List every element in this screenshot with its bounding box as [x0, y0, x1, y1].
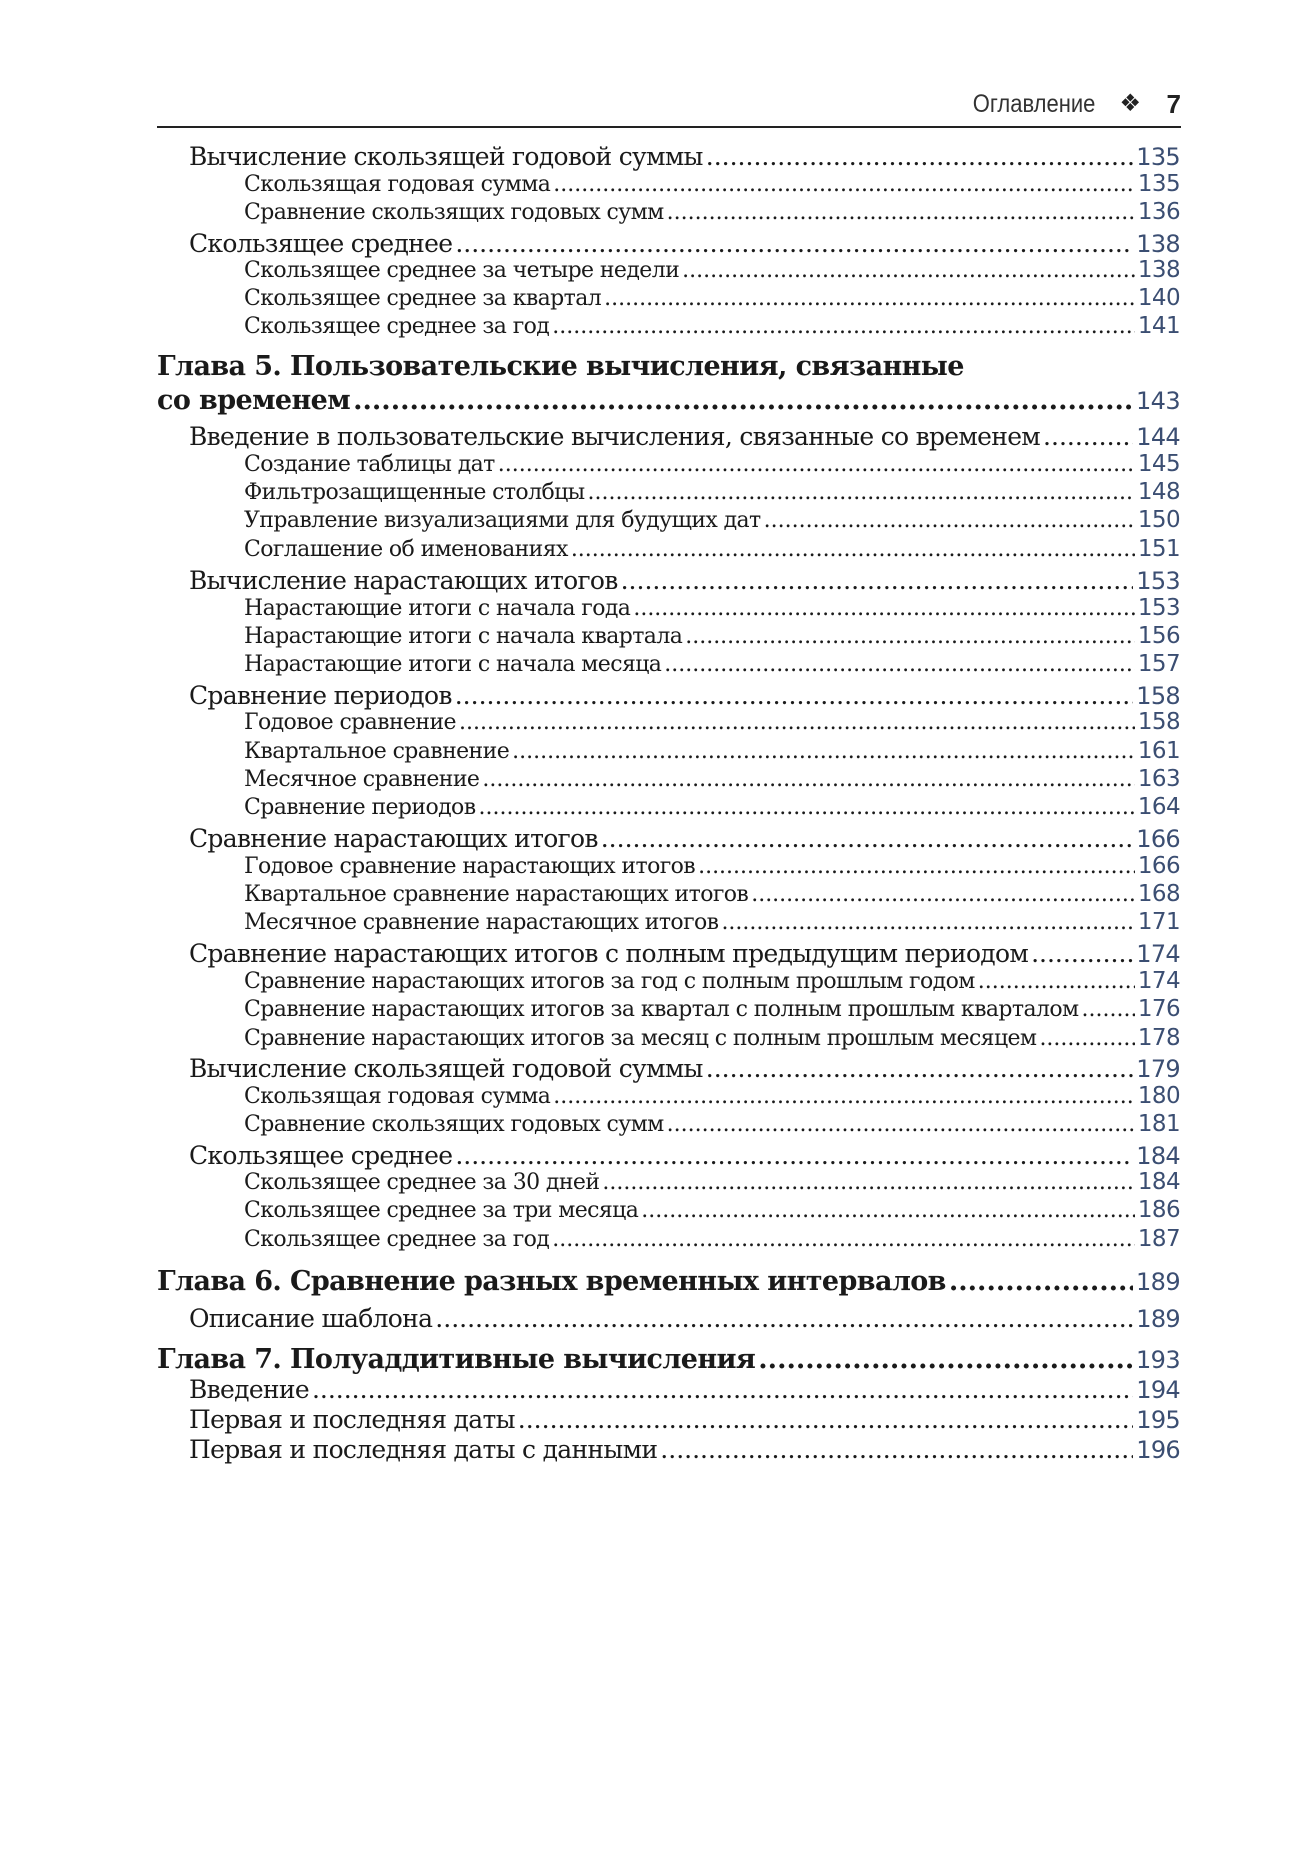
toc-entry-title: Вычисление скользящей годовой суммы — [189, 142, 703, 171]
toc-page-number: 156 — [1137, 623, 1180, 649]
toc-subsection[interactable] — [244, 285, 1180, 311]
toc-page-number: 135 — [1137, 171, 1180, 197]
dot-leader — [660, 1435, 1133, 1464]
toc-page-number: 136 — [1137, 199, 1180, 225]
dot-leader — [1043, 422, 1133, 451]
toc-page-number: 163 — [1137, 766, 1180, 792]
toc-entry-title: Скользящее среднее за квартал — [244, 286, 602, 311]
toc-section[interactable] — [189, 1375, 1180, 1404]
dot-leader — [312, 1375, 1133, 1404]
toc-entry-title: Месячное сравнение нарастающих итогов — [244, 910, 719, 935]
dot-leader — [455, 1141, 1133, 1170]
toc-page-number: 195 — [1136, 1406, 1180, 1434]
toc-entry-title: Фильтрозащищенные столбцы — [244, 480, 585, 505]
toc-entry-title: Описание шаблона — [189, 1304, 433, 1333]
toc-entry-title: Годовое сравнение — [244, 710, 456, 735]
toc-page-number: 138 — [1137, 257, 1180, 283]
toc-subsection[interactable] — [244, 881, 1180, 907]
toc-subsection[interactable] — [244, 451, 1180, 477]
toc-page-number: 194 — [1136, 1376, 1180, 1404]
toc-page-number: 157 — [1137, 651, 1180, 677]
toc-subsection[interactable] — [244, 623, 1180, 649]
toc-entry-title: Скользящая годовая сумма — [244, 172, 551, 197]
toc-page-number: 148 — [1137, 479, 1180, 505]
toc-page-number: 171 — [1137, 909, 1180, 935]
dot-leader — [604, 286, 1135, 311]
toc-page-number: 166 — [1137, 853, 1180, 879]
toc-entry-title: Вычисление нарастающих итогов — [189, 566, 618, 595]
toc-subsection[interactable] — [244, 171, 1180, 197]
dot-leader — [1031, 939, 1133, 968]
toc-section[interactable] — [189, 681, 1180, 710]
toc-subsection[interactable] — [244, 479, 1180, 505]
toc-entry-title: Первая и последняя даты — [189, 1405, 515, 1434]
toc-subsection[interactable] — [244, 1111, 1180, 1137]
toc-page-number: 166 — [1136, 825, 1180, 853]
toc-subsection[interactable] — [244, 651, 1180, 677]
toc-subsection[interactable] — [244, 313, 1180, 339]
toc-page-number: 178 — [1137, 1025, 1180, 1051]
toc-entry-title: Скользящее среднее за 30 дней — [244, 1170, 600, 1195]
toc-subsection[interactable] — [244, 1197, 1180, 1223]
toc-entry-title: Первая и последняя даты с данными — [189, 1435, 658, 1464]
toc-page-number: 150 — [1137, 507, 1180, 533]
toc-entry-title: Глава 7. Полуаддитивные вычисления — [157, 1344, 756, 1375]
dot-leader — [682, 258, 1135, 283]
toc-entry-title: Нарастающие итоги с начала квартала — [244, 624, 683, 649]
toc-entry-title: Сравнение нарастающих итогов за год с полным прошлым годом — [244, 969, 975, 994]
toc-section[interactable] — [189, 422, 1180, 451]
toc-page-number: 153 — [1136, 567, 1180, 595]
dot-leader — [588, 480, 1135, 505]
toc-subsection[interactable] — [244, 709, 1180, 735]
ornament-icon: ❖ — [1119, 90, 1141, 117]
page-number: 7 — [1166, 89, 1181, 119]
toc-page-number: 158 — [1137, 709, 1180, 735]
toc-page-number: 151 — [1137, 536, 1180, 562]
dot-leader — [764, 508, 1135, 533]
toc-subsection[interactable] — [244, 595, 1180, 621]
toc-page-number: 179 — [1136, 1055, 1180, 1083]
dot-leader — [552, 1227, 1135, 1252]
toc-subsection[interactable] — [244, 738, 1180, 764]
dot-leader — [633, 596, 1135, 621]
toc-section[interactable] — [189, 939, 1180, 968]
dot-leader — [1082, 997, 1135, 1022]
dot-leader — [553, 1084, 1135, 1109]
dot-leader — [553, 172, 1135, 197]
dot-leader — [479, 795, 1135, 820]
dot-leader — [518, 1405, 1134, 1434]
toc-page-number: 174 — [1137, 968, 1180, 994]
toc-entry-title: Сравнение нарастающих итогов за квартал с полным прошлым кварталом — [244, 997, 1079, 1022]
toc-entry-title: Нарастающие итоги с начала месяца — [244, 652, 662, 677]
dot-leader — [512, 739, 1135, 764]
dot-leader — [459, 710, 1135, 735]
toc-section[interactable] — [189, 824, 1180, 853]
toc-subsection[interactable] — [244, 794, 1180, 820]
toc-entry-title: Скользящее среднее — [189, 229, 453, 258]
dot-leader — [667, 1112, 1135, 1137]
toc-section[interactable] — [189, 1141, 1180, 1170]
toc-section[interactable] — [189, 229, 1180, 258]
dot-leader — [552, 314, 1135, 339]
dot-leader — [571, 537, 1135, 562]
toc-entry-title: Месячное сравнение — [244, 767, 480, 792]
toc-entry-title: Глава 6. Сравнение разных временных интервалов — [157, 1266, 946, 1297]
toc-chapter[interactable] — [157, 385, 1180, 416]
dot-leader — [667, 200, 1135, 225]
toc-page-number: 189 — [1135, 1268, 1180, 1296]
toc-entry-title: Скользящее среднее за год — [244, 314, 550, 339]
dot-leader — [664, 652, 1135, 677]
toc-page-number: 140 — [1137, 285, 1180, 311]
toc-entry-title: Введение — [189, 1375, 309, 1404]
toc-page-number: 174 — [1136, 940, 1180, 968]
toc-chapter[interactable] — [157, 1344, 1180, 1375]
toc-page-number: 135 — [1136, 143, 1180, 171]
toc-subsection[interactable] — [244, 853, 1180, 879]
toc-entry-title: Сравнение периодов — [189, 681, 452, 710]
toc-section[interactable] — [189, 1405, 1180, 1434]
toc-subsection[interactable] — [244, 968, 1180, 994]
toc-entry-title: Введение в пользовательские вычисления, связанные со временем — [189, 422, 1041, 451]
dot-leader — [353, 385, 1133, 416]
toc-subsection[interactable] — [244, 1169, 1180, 1195]
toc-subsection[interactable] — [244, 1083, 1180, 1109]
toc-entry-title: Создание таблицы дат — [244, 452, 495, 477]
dot-leader — [706, 142, 1134, 171]
toc-subsection[interactable] — [244, 257, 1180, 283]
toc-page-number: 161 — [1137, 738, 1180, 764]
toc-page-number: 141 — [1137, 313, 1180, 339]
toc-page-number: 143 — [1135, 387, 1180, 415]
toc-page-number: 164 — [1137, 794, 1180, 820]
dot-leader — [602, 1170, 1134, 1195]
toc-entry-title: Скользящее среднее за год — [244, 1227, 550, 1252]
toc-page-number: 184 — [1137, 1169, 1180, 1195]
toc-page-number: 138 — [1136, 230, 1180, 258]
toc-page-number: 158 — [1136, 682, 1180, 710]
toc-entry-title: Сравнение нарастающих итогов с полным предыдущим периодом — [189, 939, 1029, 968]
dot-leader — [498, 452, 1135, 477]
dot-leader — [698, 854, 1135, 879]
toc-entry-title: Квартальное сравнение — [244, 739, 510, 764]
toc-page-number: 184 — [1136, 1142, 1180, 1170]
toc-section[interactable] — [189, 1054, 1180, 1083]
toc-entry-title: со временем — [157, 385, 351, 416]
dot-leader — [621, 566, 1134, 595]
toc-chapter[interactable] — [157, 1266, 1180, 1297]
dot-leader — [482, 767, 1135, 792]
toc-entry-title: Управление визуализациями для будущих дат — [244, 508, 761, 533]
toc-page-number: 196 — [1136, 1436, 1180, 1464]
toc-entry-title: Скользящая годовая сумма — [244, 1084, 551, 1109]
dot-leader — [455, 681, 1134, 710]
toc-chapter-title-line: Глава 5. Пользовательские вычисления, связанные — [157, 351, 964, 382]
toc-page-number: 153 — [1137, 595, 1180, 621]
dot-leader — [601, 824, 1134, 853]
toc-subsection[interactable] — [244, 996, 1180, 1022]
toc-entry-title: Вычисление скользящей годовой суммы — [189, 1054, 703, 1083]
dot-leader — [721, 910, 1134, 935]
toc-section[interactable] — [189, 566, 1180, 595]
toc-page-number: 187 — [1137, 1226, 1180, 1252]
toc-subsection[interactable] — [244, 1025, 1180, 1051]
toc-entry-title: Скользящее среднее за три месяца — [244, 1198, 639, 1223]
toc-page-number: 181 — [1137, 1111, 1180, 1137]
toc-entry-title: Соглашение об именованиях — [244, 537, 568, 562]
dot-leader — [758, 1344, 1133, 1375]
toc-section[interactable] — [189, 1304, 1180, 1333]
toc-page-number: 145 — [1137, 451, 1180, 477]
toc-page-number: 176 — [1137, 996, 1180, 1022]
toc-subsection[interactable] — [244, 1226, 1180, 1252]
dot-leader — [641, 1198, 1135, 1223]
header-title: Оглавление — [972, 90, 1095, 118]
toc-page-number: 186 — [1137, 1197, 1180, 1223]
toc-entry-title: Нарастающие итоги с начала года — [244, 596, 631, 621]
dot-leader — [751, 882, 1135, 907]
dot-leader — [949, 1266, 1133, 1297]
dot-leader — [435, 1304, 1133, 1333]
dot-leader — [706, 1054, 1134, 1083]
toc-page-number: 193 — [1135, 1346, 1180, 1374]
toc-page-number: 168 — [1137, 881, 1180, 907]
toc-section[interactable] — [189, 1435, 1180, 1464]
toc-page-number: 189 — [1136, 1305, 1180, 1333]
dot-leader — [1039, 1026, 1134, 1051]
toc-page-number: 180 — [1137, 1083, 1180, 1109]
dot-leader — [978, 969, 1135, 994]
toc-subsection[interactable] — [244, 909, 1180, 935]
toc-subsection[interactable] — [244, 766, 1180, 792]
toc-entry-title: Квартальное сравнение нарастающих итогов — [244, 882, 749, 907]
toc-entry-title: Сравнение скользящих годовых сумм — [244, 1112, 664, 1137]
toc-section[interactable] — [189, 142, 1180, 171]
toc-entry-title: Скользящее среднее за четыре недели — [244, 258, 680, 283]
dot-leader — [685, 624, 1135, 649]
toc-subsection[interactable] — [244, 536, 1180, 562]
toc-entry-title: Сравнение нарастающих итогов за месяц с полным прошлым месяцем — [244, 1026, 1037, 1051]
toc-entry-title: Сравнение нарастающих итогов — [189, 824, 598, 853]
toc-entry-title: Скользящее среднее — [189, 1141, 453, 1170]
toc-entry-title: Годовое сравнение нарастающих итогов — [244, 854, 696, 879]
toc-subsection[interactable] — [244, 507, 1180, 533]
toc-subsection[interactable] — [244, 199, 1180, 225]
toc-page-number: 144 — [1136, 423, 1180, 451]
toc-entry-title: Сравнение периодов — [244, 795, 476, 820]
toc-entry-title: Сравнение скользящих годовых сумм — [244, 200, 664, 225]
dot-leader — [455, 229, 1133, 258]
